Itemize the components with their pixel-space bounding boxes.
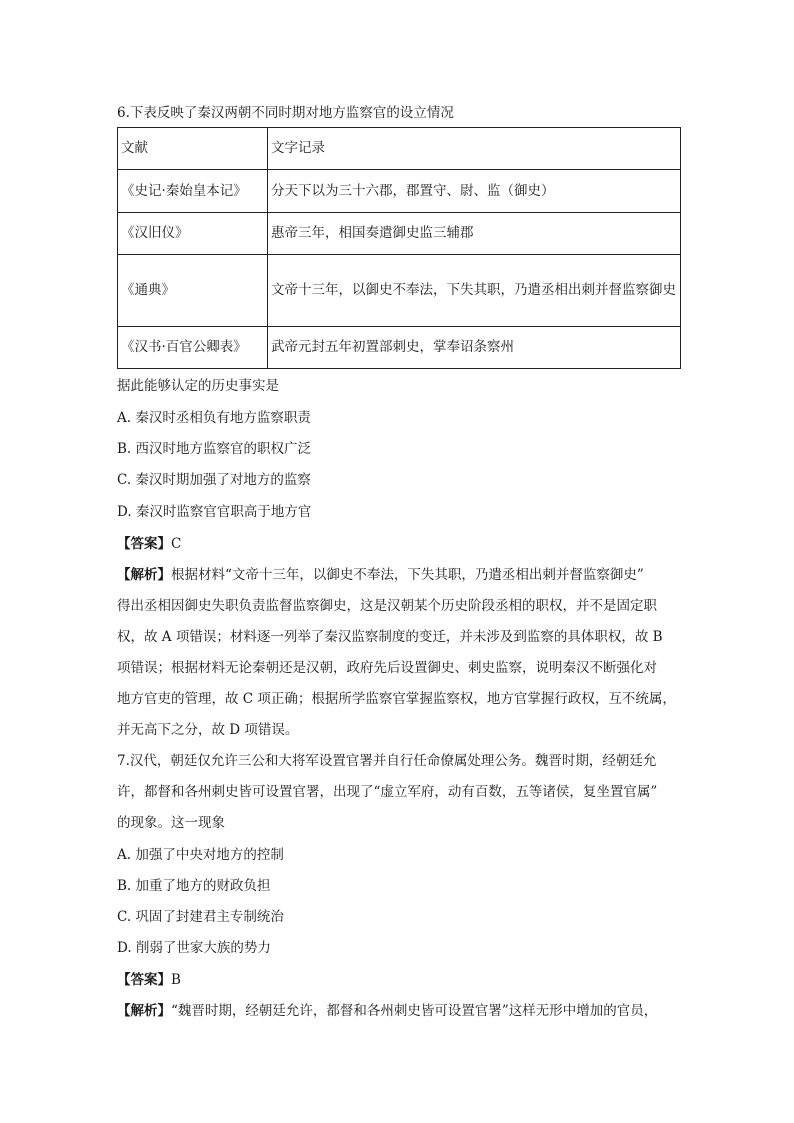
table-header-cell: 文献: [118, 128, 268, 170]
q6-answer: [117, 534, 181, 554]
q6-stem: 6.下表反映了秦汉两朝不同时期对地方监察官的设立情况: [117, 105, 454, 121]
q6-option-c: C. 秦汉时期加强了对地方的监察: [117, 472, 311, 488]
analysis-label: 【解析】: [117, 567, 171, 583]
q6-option-a: A. 秦汉时丞相负有地方监察职责: [117, 410, 311, 426]
table-header-row: [118, 128, 681, 170]
q6-analysis: [117, 560, 687, 746]
table-row: [118, 255, 681, 327]
q7-answer: [117, 970, 181, 990]
stem-line: 7.汉代，朝廷仅允许三公和大将军设置官署并自行任命僚属处理公务。魏晋时期，经朝廷允: [117, 753, 657, 769]
q7-stem: [117, 746, 687, 839]
stem-line: 的现象。这一现象: [117, 815, 225, 831]
q7-option-a: A. 加强了中央对地方的控制: [117, 847, 284, 863]
table-row: [118, 327, 681, 369]
q7-option-d: D. 削弱了世家大族的势力: [117, 940, 271, 956]
analysis-line: 地方官吏的管理，故 C 项正确；根据所学监察官掌握监察权，地方官掌握行政权，互不统属，: [117, 691, 676, 707]
table-row: [118, 170, 681, 213]
table-header-cell: 文字记录: [268, 128, 681, 170]
analysis-line: 项错误；根据材料无论秦朝还是汉朝，政府先后设置御史、刺史监察，说明秦汉不断强化对: [117, 660, 657, 676]
table-cell-record: 惠帝三年，相国奏遣御史监三辅郡: [268, 213, 681, 255]
table-cell-source: 《汉旧仪》: [118, 213, 268, 255]
answer-label: 【答案】: [117, 536, 171, 552]
q6-question: 据此能够认定的历史事实是: [117, 378, 279, 394]
table-cell-record: 分天下以为三十六郡，郡置守、尉、监（御史）: [268, 170, 681, 213]
q7-option-b: B. 加重了地方的财政负担: [117, 878, 271, 894]
answer-value: C: [171, 536, 182, 552]
table-cell-source: 《史记·秦始皇本记》: [118, 170, 268, 213]
analysis-line: 【解析】根据材料“文帝十三年，以御史不奉法，下失其职，乃遣丞相出刺并督监察御史”: [117, 567, 644, 583]
table-cell-source: 《通典》: [118, 255, 268, 327]
table-cell-source: 《汉书·百官公卿表》: [118, 327, 268, 369]
q7-analysis: [117, 996, 687, 1027]
analysis-line: 权，故 A 项错误；材料逐一列举了秦汉监察制度的变迁，并未涉及到监察的具体职权，故 B: [117, 629, 663, 645]
q6-option-d: D. 秦汉时监察官官职高于地方官: [117, 504, 312, 520]
table-cell-record: 文帝十三年，以御史不奉法，下失其职，乃遣丞相出刺并督监察御史: [268, 255, 681, 327]
q6-source-table: [117, 127, 681, 369]
analysis-line: 并无高下之分，故 D 项错误。: [117, 722, 299, 738]
analysis-line: 【解析】“魏晋时期，经朝廷允许，都督和各州刺史皆可设置官署”这样无形中增加的官员，: [117, 1003, 658, 1019]
table-row: [118, 213, 681, 255]
analysis-line: 得出丞相因御史失职负责监督监察御史，这是汉朝某个历史阶段丞相的职权，并不是固定职: [117, 598, 657, 614]
table-cell-record: 武帝元封五年初置部刺史，掌奉诏条察州: [268, 327, 681, 369]
analysis-label: 【解析】: [117, 1003, 171, 1019]
q6-option-b: B. 西汉时地方监察官的职权广泛: [117, 441, 312, 457]
stem-line: 许，都督和各州刺史皆可设置官署，出现了“虚立军府，动有百数，五等诸侯，复坐置官属”: [117, 784, 658, 800]
answer-value: B: [171, 972, 181, 988]
q7-option-c: C. 巩固了封建君主专制统治: [117, 909, 284, 925]
answer-label: 【答案】: [117, 972, 171, 988]
